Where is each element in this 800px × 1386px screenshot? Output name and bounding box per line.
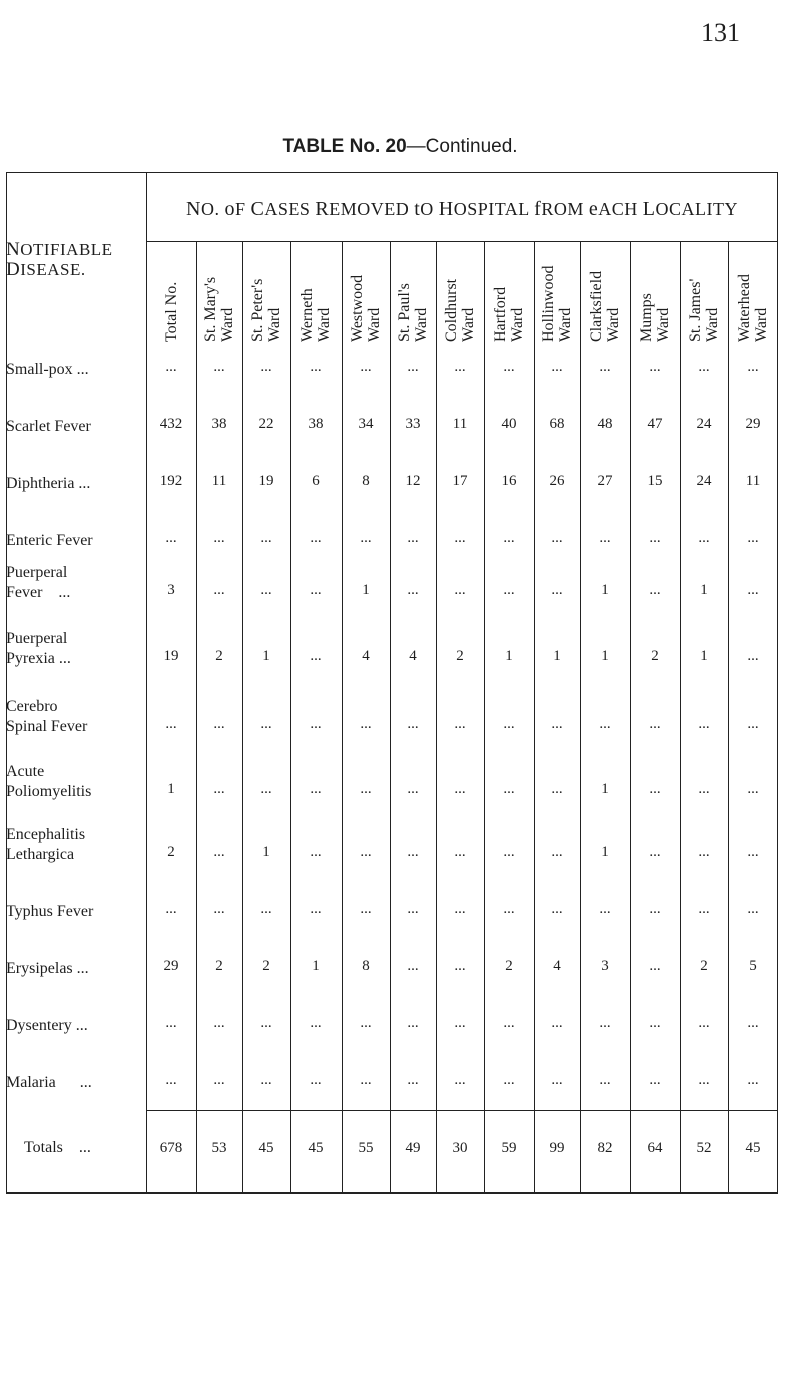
disease-label: Scarlet Fever xyxy=(6,418,91,435)
totals-cell: 99 xyxy=(549,1140,565,1156)
top-rule xyxy=(6,172,778,173)
table-cell: 11 xyxy=(452,416,468,432)
table-cell: ... xyxy=(407,1072,419,1088)
disease-label: Diphtheria ... xyxy=(6,475,91,492)
table-cell: 2 xyxy=(651,648,659,664)
column-heading-text: Coldhurst Ward xyxy=(443,278,477,342)
disease-label: Puerperal Fever ... xyxy=(6,564,71,601)
column-heading-text: Clarksfield Ward xyxy=(588,270,622,342)
table-cell: ... xyxy=(503,582,515,598)
column-heading xyxy=(290,242,342,344)
disease-column-heading: NOTIFIABLE DISEASE. xyxy=(6,239,113,280)
table-cell: 1 xyxy=(700,648,708,664)
table-cell: ... xyxy=(599,901,611,917)
totals-cell: 64 xyxy=(647,1140,663,1156)
column-heading-text: Total No. xyxy=(162,281,180,342)
table-cell: 29 xyxy=(163,958,179,974)
table-cell: 1 xyxy=(601,648,609,664)
table-cell: ... xyxy=(213,530,225,546)
table-cell: ... xyxy=(551,901,563,917)
table-cell: ... xyxy=(165,1072,177,1088)
table-cell: 4 xyxy=(553,958,561,974)
table-cell: 24 xyxy=(696,416,712,432)
table-title-suffix: —Continued. xyxy=(406,136,518,157)
disease-label: Typhus Fever xyxy=(6,903,94,920)
table-cell: 19 xyxy=(163,648,179,664)
table-cell: ... xyxy=(747,530,759,546)
table-cell: ... xyxy=(747,359,759,375)
table-cell: ... xyxy=(260,359,272,375)
totals-label: Totals ... xyxy=(24,1139,91,1156)
table-cell: ... xyxy=(649,901,661,917)
table-cell: 3 xyxy=(601,958,609,974)
table-cell: ... xyxy=(551,716,563,732)
table-cell: ... xyxy=(310,648,322,664)
table-cell: 8 xyxy=(362,473,370,489)
table-cell: ... xyxy=(213,844,225,860)
table-cell: 432 xyxy=(159,416,183,432)
table-cell: 3 xyxy=(167,582,175,598)
table-cell: 26 xyxy=(549,473,565,489)
column-heading xyxy=(196,242,242,344)
table-cell: 47 xyxy=(647,416,663,432)
table-cell: 2 xyxy=(262,958,270,974)
table-cell: ... xyxy=(454,958,466,974)
table-cell: 22 xyxy=(258,416,274,432)
table-cell: ... xyxy=(165,530,177,546)
table-cell: 2 xyxy=(215,958,223,974)
disease-label: Dysentery ... xyxy=(6,1017,88,1034)
table-cell: ... xyxy=(310,716,322,732)
table-cell: ... xyxy=(310,901,322,917)
table-cell: 17 xyxy=(452,473,468,489)
table-cell: 1 xyxy=(262,844,270,860)
column-heading-text: Mumps Ward xyxy=(638,293,672,342)
column-heading xyxy=(580,242,630,344)
table-cell: 1 xyxy=(167,781,175,797)
table-cell: 11 xyxy=(211,473,227,489)
column-heading xyxy=(242,242,290,344)
table-cell: ... xyxy=(407,781,419,797)
table-cell: 34 xyxy=(358,416,374,432)
table-cell: ... xyxy=(747,716,759,732)
table-cell: 8 xyxy=(362,958,370,974)
totals-cell: 678 xyxy=(159,1140,183,1156)
table-cell: 68 xyxy=(549,416,565,432)
table-cell: 1 xyxy=(601,582,609,598)
column-heading-text: Hollinwood Ward xyxy=(540,265,574,342)
table-cell: ... xyxy=(649,781,661,797)
totals-cell: 45 xyxy=(308,1140,324,1156)
bottom-rule xyxy=(6,1192,778,1194)
table-cell: ... xyxy=(454,901,466,917)
table-cell: ... xyxy=(551,582,563,598)
table-cell: ... xyxy=(360,1072,372,1088)
table-cell: 4 xyxy=(409,648,417,664)
column-heading xyxy=(342,242,390,344)
disease-label: Puerperal Pyrexia ... xyxy=(6,630,71,667)
table-cell: ... xyxy=(503,716,515,732)
table-cell: 1 xyxy=(601,781,609,797)
table-cell: 24 xyxy=(696,473,712,489)
table-cell: ... xyxy=(747,781,759,797)
table-cell: ... xyxy=(310,1015,322,1031)
table-cell: ... xyxy=(260,582,272,598)
table-cell: 2 xyxy=(456,648,464,664)
column-heading-text: Werneth Ward xyxy=(299,288,333,342)
table-cell: ... xyxy=(165,1015,177,1031)
column-heading xyxy=(390,242,436,344)
column-heading-text: St. Mary's Ward xyxy=(202,276,236,342)
column-heading xyxy=(436,242,484,344)
totals-rule xyxy=(146,1110,778,1111)
disease-label: Small-pox ... xyxy=(6,361,89,378)
table-cell: ... xyxy=(503,530,515,546)
disease-label: Malaria ... xyxy=(6,1074,92,1091)
table-cell: ... xyxy=(503,1072,515,1088)
table-cell: ... xyxy=(260,901,272,917)
table-cell: 40 xyxy=(501,416,517,432)
table-cell: ... xyxy=(649,582,661,598)
table-cell: ... xyxy=(599,530,611,546)
table-cell: ... xyxy=(260,530,272,546)
totals-cell: 59 xyxy=(501,1140,517,1156)
table-cell: ... xyxy=(213,901,225,917)
table-cell: ... xyxy=(747,901,759,917)
table-cell: 1 xyxy=(362,582,370,598)
table-cell: ... xyxy=(360,844,372,860)
table-cell: ... xyxy=(407,716,419,732)
table-cell: ... xyxy=(503,359,515,375)
column-heading xyxy=(630,242,680,344)
table-cell: ... xyxy=(310,844,322,860)
disease-label: Encephalitis Lethargica xyxy=(6,826,86,863)
table-cell: ... xyxy=(360,530,372,546)
table-cell: 1 xyxy=(601,844,609,860)
table-cell: ... xyxy=(747,648,759,664)
totals-cell: 49 xyxy=(405,1140,421,1156)
table-cell: 2 xyxy=(215,648,223,664)
table-cell: ... xyxy=(310,359,322,375)
table-cell: ... xyxy=(454,716,466,732)
table-cell: ... xyxy=(698,1072,710,1088)
table-cell: ... xyxy=(360,716,372,732)
table-cell: 1 xyxy=(312,958,320,974)
column-heading xyxy=(534,242,580,344)
table-cell: ... xyxy=(649,716,661,732)
disease-label: Erysipelas ... xyxy=(6,960,89,977)
totals-cell: 82 xyxy=(597,1140,613,1156)
table-cell: 1 xyxy=(505,648,513,664)
table-cell: ... xyxy=(551,359,563,375)
table-cell: ... xyxy=(360,901,372,917)
table-cell: ... xyxy=(747,1072,759,1088)
table-cell: ... xyxy=(260,716,272,732)
table-cell: ... xyxy=(698,359,710,375)
table-cell: 2 xyxy=(505,958,513,974)
table-cell: ... xyxy=(649,844,661,860)
table-cell: ... xyxy=(599,1072,611,1088)
disease-label: Acute Poliomyelitis xyxy=(6,763,92,800)
column-heading xyxy=(680,242,728,344)
table-cell: ... xyxy=(599,716,611,732)
table-cell: ... xyxy=(551,530,563,546)
totals-cell: 53 xyxy=(211,1140,227,1156)
table-cell: ... xyxy=(649,1072,661,1088)
totals-cell: 30 xyxy=(452,1140,468,1156)
table-cell: ... xyxy=(698,781,710,797)
table-cell: ... xyxy=(165,716,177,732)
table-cell: 11 xyxy=(745,473,761,489)
table-cell: ... xyxy=(260,781,272,797)
table-cell: ... xyxy=(503,844,515,860)
table-cell: 4 xyxy=(362,648,370,664)
totals-cell: 52 xyxy=(696,1140,712,1156)
table-cell: ... xyxy=(551,781,563,797)
table-cell: ... xyxy=(649,958,661,974)
column-heading-text: St. Paul's Ward xyxy=(396,283,430,342)
table-cell: ... xyxy=(454,582,466,598)
table-cell: ... xyxy=(213,781,225,797)
column-heading-text: St. James' Ward xyxy=(687,278,721,342)
locality-heading: NO. oF CASES REMOVED tO HOSPITAL fROM eACH LOCALITY xyxy=(186,198,738,220)
table-cell: ... xyxy=(213,1072,225,1088)
table-cell: ... xyxy=(407,582,419,598)
disease-label: Enteric Fever xyxy=(6,532,93,549)
table-cell: ... xyxy=(599,359,611,375)
table-cell: ... xyxy=(310,1072,322,1088)
table-title-number: TABLE No. 20 xyxy=(282,136,407,157)
table-cell: ... xyxy=(599,1015,611,1031)
table-cell: ... xyxy=(454,781,466,797)
table-cell: ... xyxy=(698,844,710,860)
table-cell: ... xyxy=(165,359,177,375)
table-cell: 5 xyxy=(749,958,757,974)
table-cell: ... xyxy=(407,844,419,860)
table-cell: ... xyxy=(503,901,515,917)
disease-label: Cerebro Spinal Fever xyxy=(6,698,88,735)
table-cell: ... xyxy=(649,1015,661,1031)
table-cell: ... xyxy=(551,844,563,860)
table-cell: 16 xyxy=(501,473,517,489)
table-cell: ... xyxy=(213,582,225,598)
table-cell: ... xyxy=(213,359,225,375)
table-cell: 2 xyxy=(700,958,708,974)
table-cell: ... xyxy=(649,530,661,546)
table-cell: ... xyxy=(503,1015,515,1031)
table-cell: ... xyxy=(454,1072,466,1088)
table-cell: ... xyxy=(747,844,759,860)
table-cell: 1 xyxy=(262,648,270,664)
totals-cell: 55 xyxy=(358,1140,374,1156)
table-cell: ... xyxy=(165,901,177,917)
column-heading xyxy=(728,242,778,344)
column-heading xyxy=(146,242,196,344)
table-cell: 19 xyxy=(258,473,274,489)
table-cell: ... xyxy=(213,716,225,732)
table-cell: ... xyxy=(551,1072,563,1088)
table-cell: ... xyxy=(407,359,419,375)
table-cell: ... xyxy=(698,716,710,732)
table-cell: ... xyxy=(213,1015,225,1031)
table-cell: ... xyxy=(454,359,466,375)
table-cell: ... xyxy=(551,1015,563,1031)
table-cell: ... xyxy=(360,1015,372,1031)
table-cell: ... xyxy=(407,1015,419,1031)
column-heading-text: Waterhead Ward xyxy=(736,274,770,342)
table-cell: ... xyxy=(360,781,372,797)
table-cell: 1 xyxy=(553,648,561,664)
table-cell: 15 xyxy=(647,473,663,489)
table-cell: ... xyxy=(407,530,419,546)
table-cell: 27 xyxy=(597,473,613,489)
table-cell: 29 xyxy=(745,416,761,432)
table-cell: ... xyxy=(310,530,322,546)
totals-cell: 45 xyxy=(745,1140,761,1156)
table-cell: ... xyxy=(310,582,322,598)
table-cell: ... xyxy=(503,781,515,797)
page-number: 131 xyxy=(701,18,740,47)
column-heading xyxy=(484,242,534,344)
table-cell: ... xyxy=(454,844,466,860)
table-cell: ... xyxy=(649,359,661,375)
totals-cell: 45 xyxy=(258,1140,274,1156)
table-cell: 38 xyxy=(211,416,227,432)
table-cell: 192 xyxy=(159,473,183,489)
table-cell: ... xyxy=(698,1015,710,1031)
table-cell: ... xyxy=(407,958,419,974)
table-cell: 2 xyxy=(167,844,175,860)
table-cell: ... xyxy=(698,901,710,917)
table-cell: ... xyxy=(698,530,710,546)
table-cell: ... xyxy=(360,359,372,375)
table-cell: ... xyxy=(260,1072,272,1088)
table-cell: ... xyxy=(747,582,759,598)
table-cell: 12 xyxy=(405,473,421,489)
table-cell: ... xyxy=(747,1015,759,1031)
table-cell: 33 xyxy=(405,416,421,432)
table-cell: ... xyxy=(310,781,322,797)
table-cell: ... xyxy=(454,1015,466,1031)
column-heading-text: Westwood Ward xyxy=(349,274,383,342)
column-heading-text: Hartford Ward xyxy=(492,286,526,342)
table-cell: 38 xyxy=(308,416,324,432)
table-cell: 6 xyxy=(312,473,320,489)
table-cell: 48 xyxy=(597,416,613,432)
column-heading-text: St. Peter's Ward xyxy=(249,278,283,342)
table-cell: ... xyxy=(260,1015,272,1031)
left-rule xyxy=(6,172,7,1192)
table-cell: 1 xyxy=(700,582,708,598)
table-cell: ... xyxy=(454,530,466,546)
table-cell: ... xyxy=(407,901,419,917)
